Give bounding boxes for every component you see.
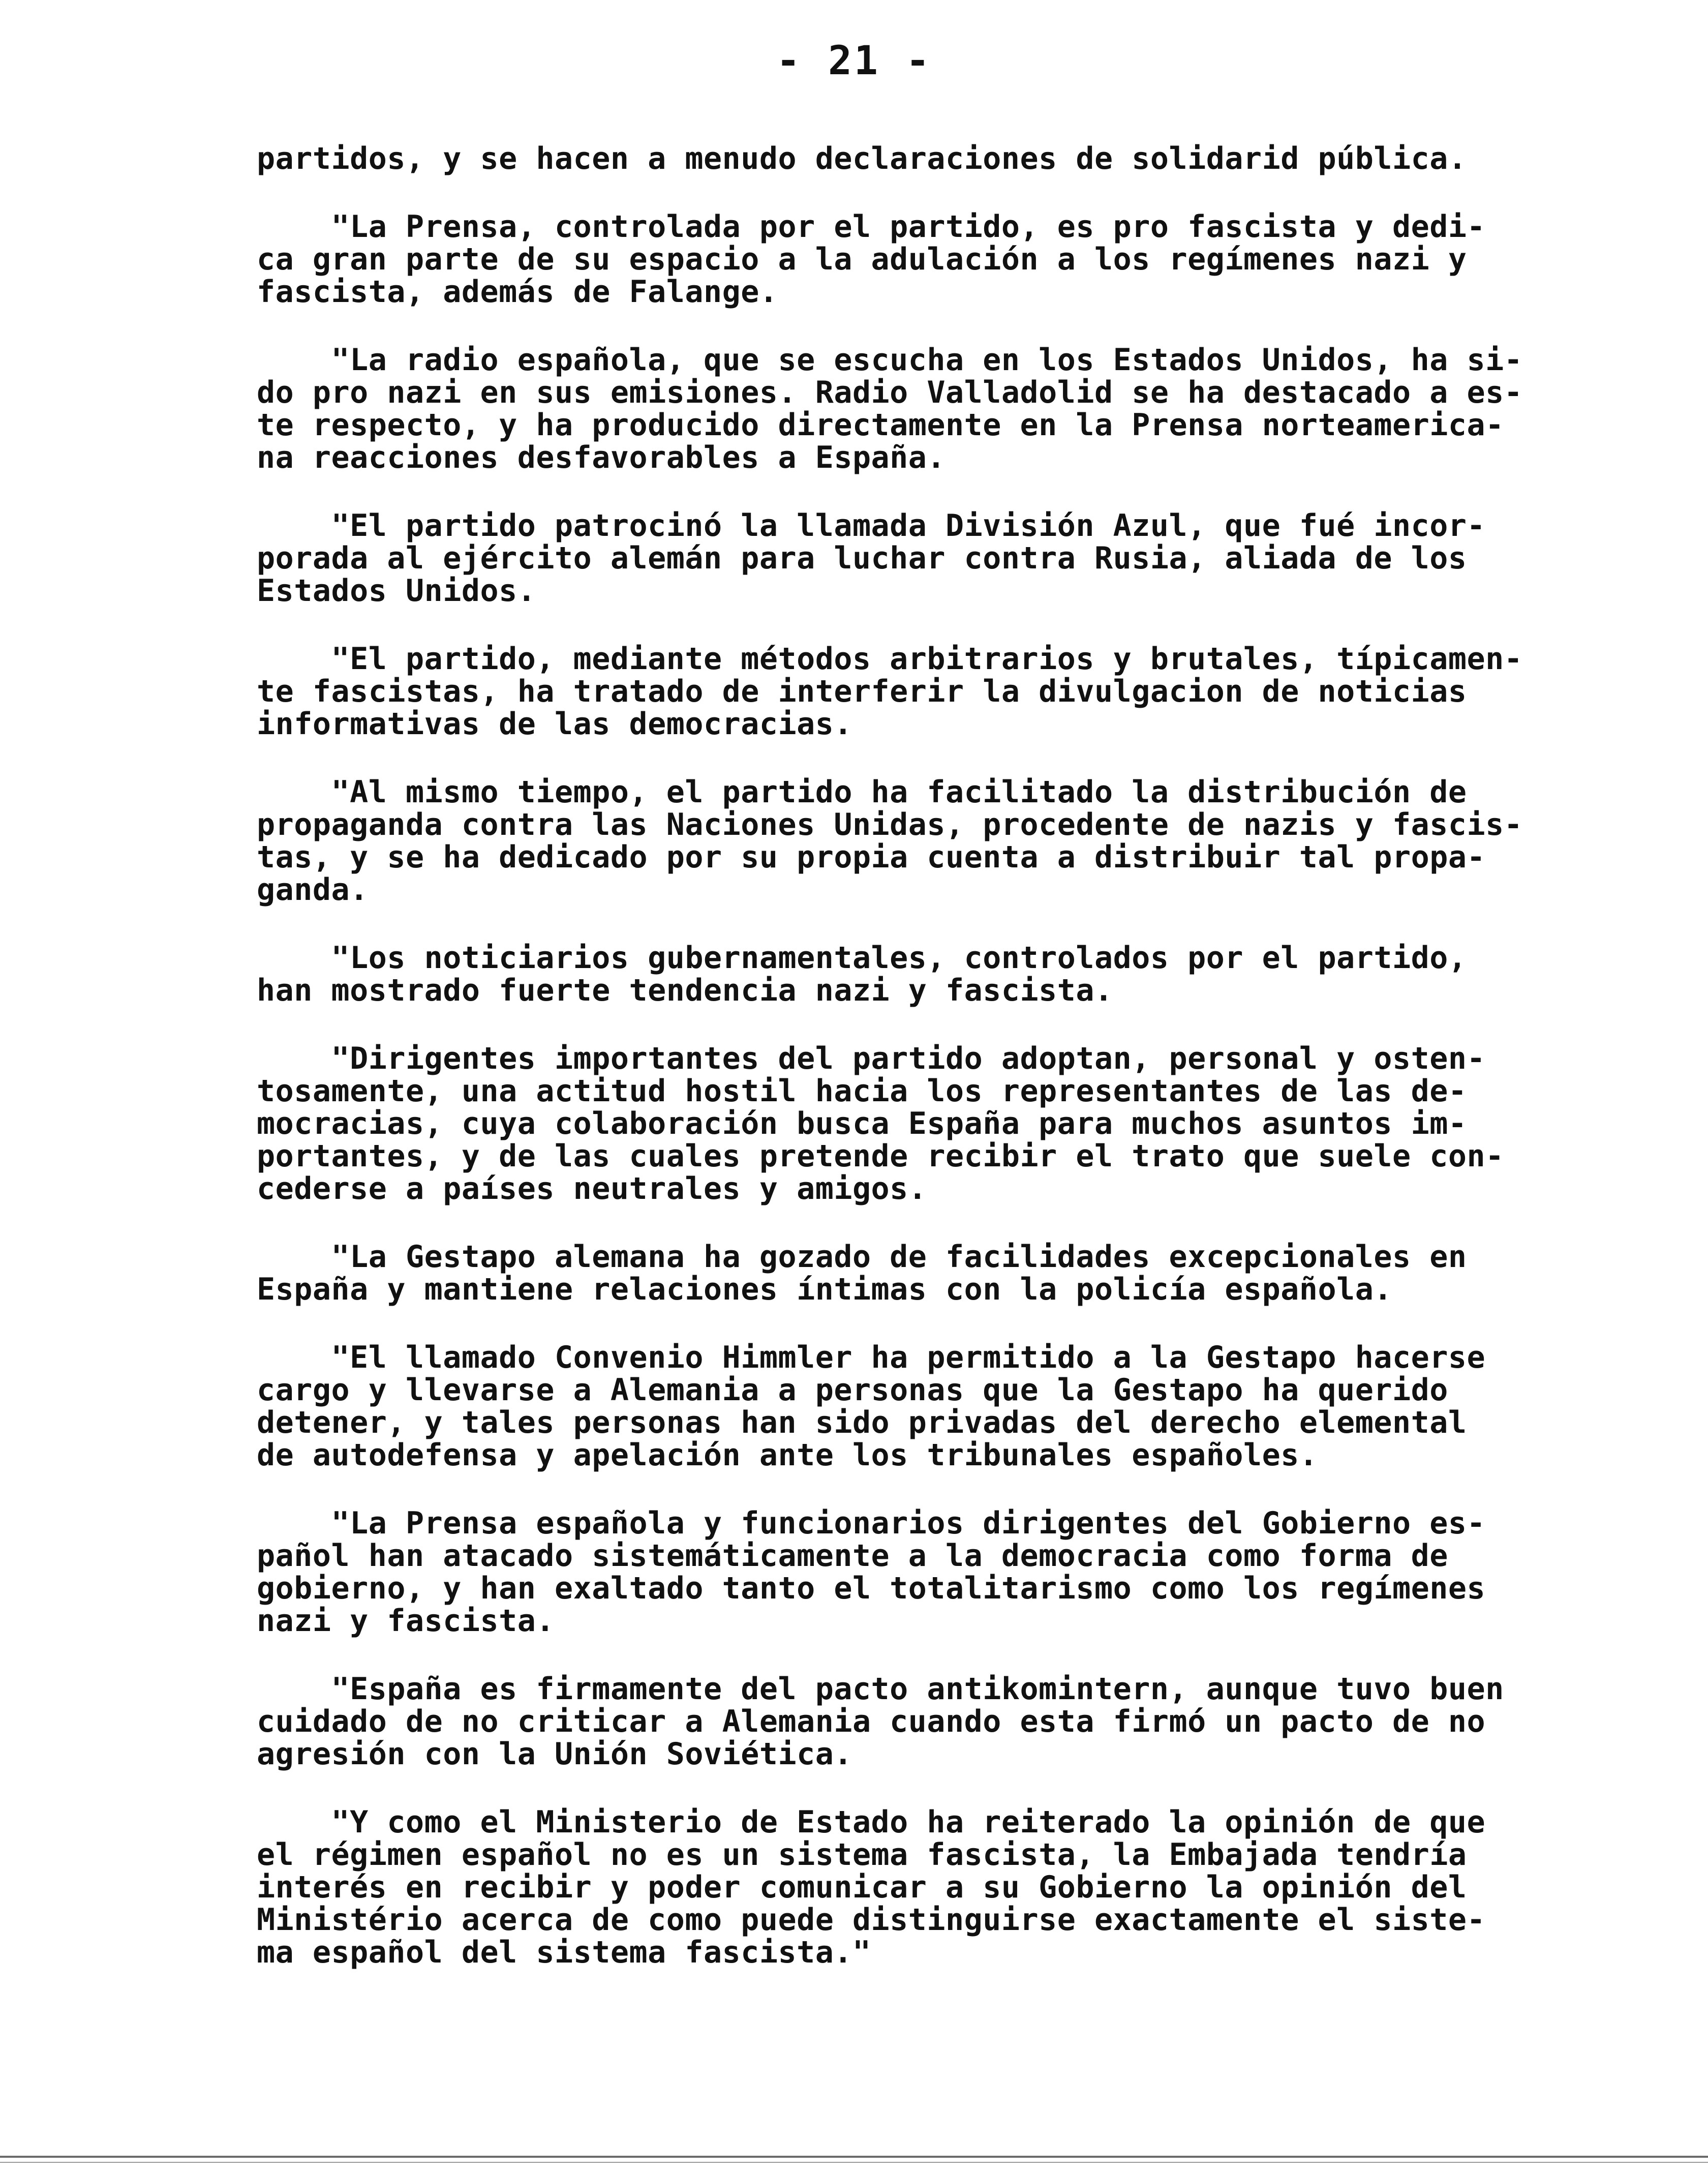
text-line: gobierno, y han exaltado tanto el totalitarismo como los regímenes	[257, 1571, 1486, 1606]
text-line: agresión con la Unión Soviética.	[257, 1736, 852, 1772]
document-body	[257, 142, 1660, 2004]
text-line: cuidado de no criticar a Alemania cuando esta firmó un pacto de no	[257, 1704, 1486, 1739]
paragraph	[257, 942, 1660, 1007]
text-line: te respecto, y ha producido directamente en la Prensa norteamerica-	[257, 407, 1504, 443]
text-line: ma español del sistema fascista."	[257, 1935, 871, 1970]
paragraph	[257, 1507, 1660, 1637]
paragraph	[257, 142, 1660, 175]
page-number: - 21 -	[776, 38, 932, 84]
bottom-rule	[0, 2156, 1708, 2158]
text-line: "El partido patrocinó la llamada División Azul, que fué incor-	[257, 508, 1486, 544]
text-line: pañol han atacado sistemáticamente a la democracia como forma de	[257, 1538, 1448, 1574]
text-line: detener, y tales personas han sido privadas del derecho elemental	[257, 1405, 1467, 1440]
text-line: "La Prensa española y funcionarios dirigentes del Gobierno es-	[257, 1505, 1486, 1541]
paragraph	[257, 1673, 1660, 1770]
text-line: "El partido, mediante métodos arbitrarios y brutales, típicamen-	[257, 641, 1523, 677]
paragraph	[257, 776, 1660, 906]
text-line: "El llamado Convenio Himmler ha permitido a la Gestapo hacerse	[257, 1340, 1486, 1375]
paragraph	[257, 1241, 1660, 1306]
text-line: "La Gestapo alemana ha gozado de facilidades excepcionales en	[257, 1239, 1467, 1275]
text-line: España y mantiene relaciones íntimas con la policía española.	[257, 1272, 1393, 1307]
text-line: "Los noticiarios gubernamentales, controlados por el partido,	[257, 940, 1467, 976]
text-line: propaganda contra las Naciones Unidas, procedente de nazis y fascis-	[257, 807, 1523, 842]
text-line: porada al ejército alemán para luchar contra Rusia, aliada de los	[257, 540, 1467, 576]
text-line: cargo y llevarse a Alemania a personas que la Gestapo ha querido	[257, 1372, 1448, 1408]
text-line: partidos, y se hacen a menudo declaraciones de solidarid pública.	[257, 141, 1467, 176]
text-line: Ministério acerca de como puede distinguirse exactamente el siste-	[257, 1902, 1486, 1938]
text-line: tosamente, una actitud hostil hacia los representantes de las de-	[257, 1073, 1467, 1109]
paragraph	[257, 643, 1660, 740]
text-line: de autodefensa y apelación ante los tribunales españoles.	[257, 1437, 1318, 1473]
text-line: informativas de las democracias.	[257, 706, 852, 742]
text-line: ganda.	[257, 872, 369, 908]
text-line: portantes, y de las cuales pretende recibir el trato que suele con-	[257, 1138, 1504, 1174]
text-line: na reacciones desfavorables a España.	[257, 440, 946, 475]
text-line: "La radio española, que se escucha en los Estados Unidos, ha si-	[257, 342, 1523, 378]
text-line: fascista, además de Falange.	[257, 274, 778, 310]
paragraph	[257, 1806, 1660, 1969]
text-line: Estados Unidos.	[257, 573, 536, 609]
text-line: mocracias, cuya colaboración busca España para muchos asuntos im-	[257, 1106, 1467, 1141]
text-line: ca gran parte de su espacio a la adulación a los regímenes nazi y	[257, 242, 1467, 277]
text-line: han mostrado fuerte tendencia nazi y fascista.	[257, 973, 1113, 1008]
text-line: "Al mismo tiempo, el partido ha facilitado la distribución de	[257, 774, 1467, 810]
paragraph	[257, 210, 1660, 308]
text-line: nazi y fascista.	[257, 1603, 555, 1639]
text-line: te fascistas, ha tratado de interferir la divulgacion de noticias	[257, 674, 1467, 709]
paragraph	[257, 509, 1660, 607]
text-line: "Dirigentes importantes del partido adoptan, personal y osten-	[257, 1041, 1486, 1076]
text-line: tas, y se ha dedicado por su propia cuenta a distribuir tal propa-	[257, 839, 1486, 875]
text-line: "La Prensa, controlada por el partido, es pro fascista y dedi-	[257, 209, 1486, 245]
text-line: "Y como el Ministerio de Estado ha reiterado la opinión de que	[257, 1804, 1486, 1840]
text-line: interés en recibir y poder comunicar a su Gobierno la opinión del	[257, 1869, 1467, 1905]
paragraph	[257, 1042, 1660, 1205]
paragraph	[257, 1341, 1660, 1471]
paragraph	[257, 344, 1660, 474]
text-line: "España es firmamente del pacto antikomintern, aunque tuvo buen	[257, 1671, 1504, 1707]
text-line: do pro nazi en sus emisiones. Radio Valladolid se ha destacado a es-	[257, 375, 1523, 410]
text-line: cederse a países neutrales y amigos.	[257, 1171, 927, 1206]
bottom-rule-secondary	[0, 2162, 1708, 2163]
text-line: el régimen español no es un sistema fascista, la Embajada tendría	[257, 1837, 1467, 1873]
